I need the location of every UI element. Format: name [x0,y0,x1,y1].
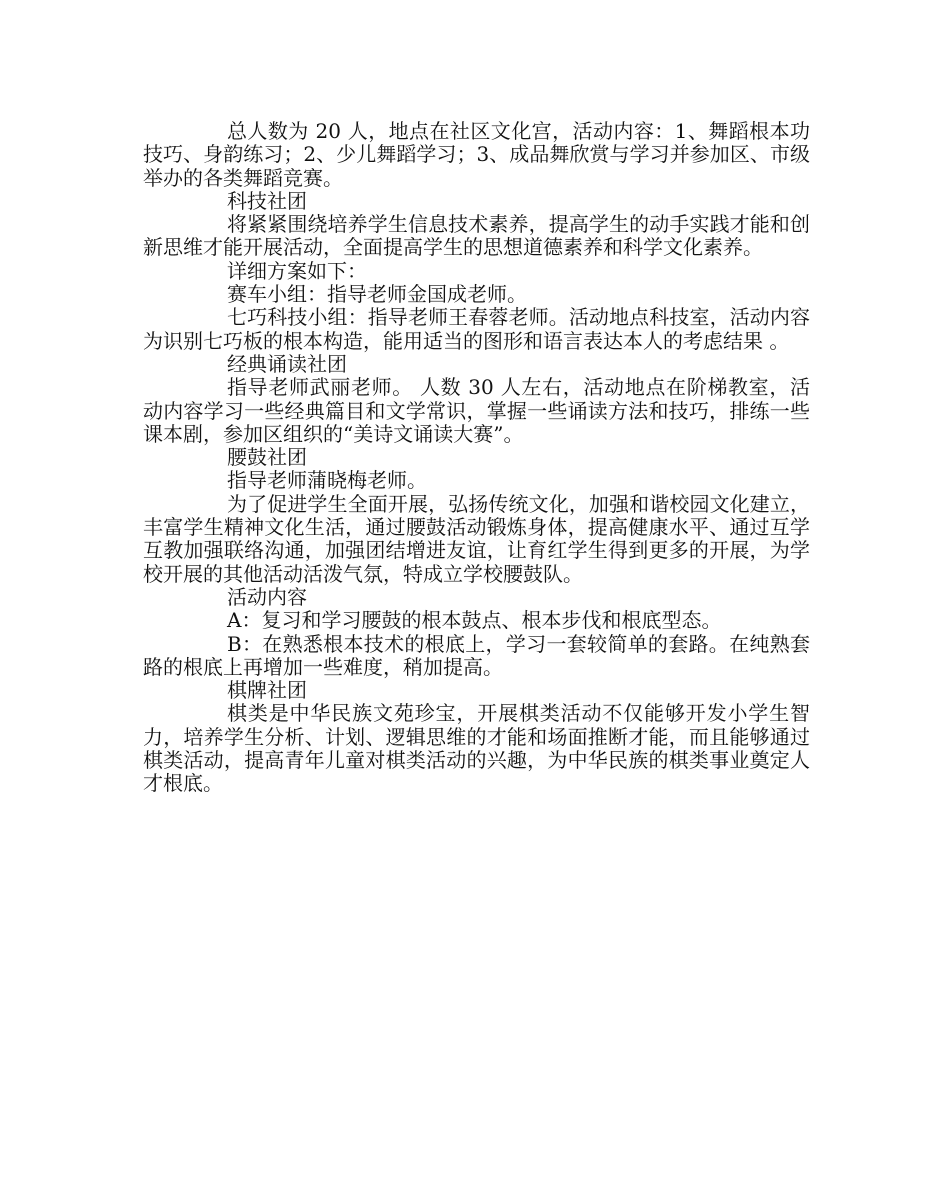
paragraph-classic-reading-details: 指导老师武丽老师。 人数 30 人左右，活动地点在阶梯教室，活动内容学习一些经典篇目和文学常识，掌握一些诵读方法和技巧，排练一些课本剧，参加区组织的“美诗文诵读大赛”。 [143,375,810,446]
heading-chess-club: 棋牌社团 [227,678,307,703]
paragraph-chess-club-details: 棋类是中华民族文苑珍宝，开展棋类活动不仅能够开发小学生智力，培养学生分析、计划、逻辑思维的才能和场面推断才能，而且能够通过棋类活动，提高青年儿童对棋类活动的兴趣，为中华民族的棋类事业奠定人才根底。 [143,701,810,796]
paragraph-racing-group: 赛车小组：指导老师金国成老师。 [227,282,527,307]
paragraph-tech-club-goals: 将紧紧围绕培养学生信息技术素养，提高学生的动手实践才能和创新思维才能开展活动，全面提高学生的思想道德素养和科学文化素养。 [143,212,810,260]
paragraph-waist-drum-teacher: 指导老师蒲晓梅老师。 [227,468,427,493]
paragraph-activity-a: A：复习和学习腰鼓的根本鼓点、根本步伐和根底型态。 [227,608,722,633]
paragraph-tangram-group: 七巧科技小组：指导老师王春蓉老师。活动地点科技室，活动内容为识别七巧板的根本构造，能用适当的图形和语言表达本人的考虑结果 。 [143,305,810,353]
paragraph-detailed-plan: 详细方案如下： [227,258,367,283]
document-body [143,120,810,796]
paragraph-waist-drum-purpose: 为了促进学生全面开展，弘扬传统文化，加强和谐校园文化建立，丰富学生精神文化生活，通过腰鼓活动锻炼身体，提高健康水平、通过互学互教加强联络沟通，加强团结增进友谊，让育红学生得到更多的开展，为学校开展的其他活动活泼气氛，特成立学校腰鼓队。 [143,491,810,586]
paragraph-dance-club-details: 总人数为 20 人，地点在社区文化宫，活动内容：1、舞蹈根本功技巧、身韵练习；2、少儿舞蹈学习；3、成品舞欣赏与学习并参加区、市级举办的各类舞蹈竞赛。 [143,119,810,190]
heading-tech-club: 科技社团 [227,188,307,213]
heading-classic-reading-club: 经典诵读社团 [227,351,347,376]
heading-activity-content: 活动内容 [227,584,307,609]
paragraph-activity-b: B：在熟悉根本技术的根底上，学习一套较简单的套路。在纯熟套路的根底上再增加一些难度，稍加提高。 [143,631,810,679]
heading-waist-drum-club: 腰鼓社团 [227,445,307,470]
